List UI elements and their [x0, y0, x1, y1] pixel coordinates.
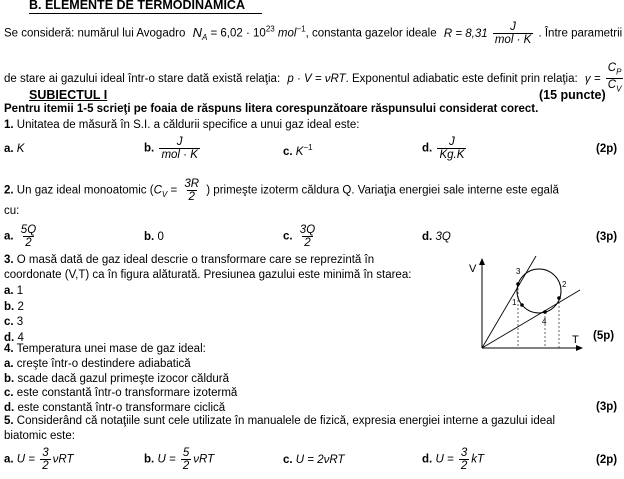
frac-num: 5Q — [20, 224, 37, 236]
point-1-dot — [520, 303, 524, 307]
option-label: d. — [4, 331, 15, 344]
point-3-dot — [516, 282, 520, 286]
option-label: a. — [4, 453, 14, 466]
option-value: 3Q — [435, 231, 451, 243]
q4-question: Temperatura unei mase de gaz ideal: — [16, 343, 206, 355]
option-suffix: νRT — [52, 453, 74, 466]
q2-points — [596, 231, 617, 243]
gas-constant-unit-den: mol · K — [494, 34, 532, 46]
option-suffix: νRT — [193, 453, 215, 466]
option-label: b. — [144, 453, 155, 466]
q3-points — [593, 330, 614, 342]
option-label: b. — [4, 300, 15, 313]
avogadro-unit-exp: −1 — [296, 24, 306, 34]
cv-sub: V — [161, 189, 168, 199]
option-value: este constantă într-o transformare ciclică — [17, 401, 226, 414]
intro-line-1 — [4, 21, 622, 46]
q5-number: 5. — [4, 415, 14, 427]
avogadro-value: = 6,02 · 10 — [210, 27, 266, 40]
q3-option-a — [4, 284, 24, 300]
avogadro-exp: 23 — [265, 24, 275, 34]
option-value: scade dacă gazul primeşte izocor căldură — [17, 372, 230, 385]
q2-number: 2. — [4, 184, 14, 197]
frac-num: 3Q — [299, 224, 316, 236]
q2-option-a — [4, 224, 40, 249]
option-value: 4 — [17, 331, 24, 344]
q2-question-b: ) primeşte izoterm căldura Q. Variaţia energiei sale interne este egală — [206, 184, 559, 197]
frac-den: 2 — [182, 460, 190, 472]
q5-question-1: Considerând că notaţiile sunt cele utilizate în manualele de fizică, expresia energiei interne a gazului ideal — [16, 415, 556, 427]
point-3-label: 3 — [516, 267, 521, 276]
gas-constant-unit-num: J — [510, 21, 516, 33]
q1-option-a — [4, 143, 24, 155]
option-fraction — [19, 224, 38, 249]
option-fraction — [181, 447, 191, 472]
cv-symbol: C — [607, 79, 617, 92]
points-text: (5p) — [593, 330, 615, 342]
q5-points — [596, 454, 617, 466]
intro-text-c: . Între parametrii — [538, 27, 623, 40]
q5-line-2 — [4, 430, 75, 442]
option-label: b. — [144, 142, 155, 155]
option-value: K — [295, 145, 304, 158]
frac-num: 3 — [460, 447, 468, 459]
q2-question-c: cu: — [4, 205, 20, 217]
gamma-fraction — [606, 62, 624, 96]
option-label: c. — [283, 454, 293, 466]
option-value: 3 — [16, 316, 24, 328]
gas-constant: R = 8,31 — [443, 27, 488, 40]
avogadro-unit: mol — [277, 27, 297, 40]
frac-den: Kg.K — [439, 149, 465, 161]
q5-option-b — [144, 447, 214, 472]
q4-options — [4, 357, 237, 415]
frac-den: 2 — [460, 460, 468, 472]
cp-sub: P — [616, 67, 622, 77]
q1-option-c — [283, 143, 313, 158]
intro-text-b: , constanta gazelor ideale — [305, 27, 437, 40]
option-suffix: kT — [471, 453, 485, 466]
q4-points — [596, 401, 617, 413]
option-fraction — [40, 447, 50, 472]
q3-options — [4, 284, 24, 346]
points-text: (2p) — [596, 454, 618, 466]
intro-text-2: de stare ai gazului ideal într-o stare dată există relaţia: — [4, 72, 281, 85]
option-label: c. — [4, 387, 14, 399]
option-prefix: U = — [157, 453, 176, 466]
q4-option-d — [4, 401, 237, 416]
option-value: 1 — [16, 285, 24, 297]
option-fraction — [437, 136, 466, 161]
points-text: (2p) — [596, 143, 618, 155]
q1-question: Unitatea de măsură în S.I. a căldurii specifice a unui gaz ideal este: — [16, 119, 360, 131]
frac-num: J — [449, 136, 455, 148]
avogadro-symbol: N — [192, 24, 202, 40]
frac-num: 3 — [42, 447, 49, 459]
q1-number: 1. — [4, 119, 14, 131]
option-label: a. — [4, 143, 14, 155]
title-underline — [29, 13, 262, 14]
q1-option-b — [144, 136, 202, 161]
q3-number: 3. — [4, 254, 14, 266]
option-label: c. — [4, 316, 14, 328]
option-label: b. — [144, 231, 155, 243]
instructions-text: Pentru itemii 1-5 scrieţi pe foaia de răspuns litera corespunzătoare răspunsului considerat corect. — [4, 103, 539, 115]
option-fraction — [159, 136, 199, 161]
q3-question-2: coordonate (V,T) ca în figura alăturată. Presiunea gazului este minimă în starea: — [4, 269, 412, 281]
option-fraction — [298, 224, 317, 249]
option-value: K — [16, 143, 25, 155]
subject-title-text: SUBIECTUL I — [29, 88, 108, 102]
axis-t-label: T — [572, 334, 579, 346]
option-label: c. — [283, 230, 293, 243]
q3-option-c — [4, 315, 24, 331]
option-prefix: U = — [16, 453, 36, 466]
q4-option-b — [4, 372, 237, 387]
subject-points — [539, 88, 606, 102]
option-label: d. — [422, 231, 433, 243]
q3-question-1: O masă dată de gaz ideal descrie o transformare care se reprezintă în — [16, 254, 375, 266]
point-2-dot — [557, 296, 561, 300]
subject-title — [29, 88, 107, 102]
option-label: d. — [4, 401, 15, 414]
option-label: a. — [4, 358, 14, 370]
q5-option-a — [4, 447, 74, 472]
isobar-line-shallow — [482, 290, 580, 348]
option-prefix: U = — [435, 453, 454, 466]
axis-v-label: V — [469, 263, 477, 275]
q4-option-c — [4, 386, 237, 401]
point-4-label: 4 — [542, 317, 547, 326]
intro-text: Se consideră: numărul lui Avogadro — [4, 27, 186, 40]
option-label: b. — [4, 372, 15, 385]
q5-option-c — [283, 454, 344, 466]
option-exp: −1 — [303, 143, 313, 152]
q3-line-2 — [4, 269, 411, 281]
q1-points — [596, 143, 617, 155]
cv-sub: V — [616, 84, 622, 94]
cv-eq: = — [170, 184, 178, 197]
cv-fraction — [182, 178, 201, 203]
q2-option-c — [283, 224, 319, 249]
frac-den: 2 — [304, 237, 311, 249]
section-title — [29, 0, 245, 12]
frac-den: 2 — [42, 460, 49, 472]
instructions — [4, 103, 538, 115]
option-fraction — [459, 447, 469, 472]
subject-points-text: (15 puncte) — [539, 88, 606, 102]
option-value: 2 — [17, 300, 24, 313]
isobar-line-steep — [482, 256, 536, 348]
q4-number: 4. — [4, 343, 14, 355]
gas-constant-unit — [493, 21, 533, 46]
q3-line-1 — [4, 254, 374, 266]
frac-den: 2 — [188, 191, 195, 203]
q5-line-1 — [4, 415, 555, 427]
q3-option-b — [4, 300, 24, 316]
q2-question-a: Un gaz ideal monoatomic ( — [16, 184, 154, 197]
option-label: d. — [422, 142, 433, 155]
q1-text — [4, 119, 359, 131]
points-text: (3p) — [596, 401, 618, 413]
avogadro-sub: A — [201, 32, 208, 42]
points-text: (3p) — [596, 231, 618, 243]
intro-text-2b: . Exponentul adiabatic este definit prin relaţia: — [345, 72, 578, 85]
point-4-dot — [543, 310, 547, 314]
option-value: U = 2νRT — [295, 454, 345, 466]
cp-symbol: C — [607, 62, 617, 74]
gamma-symbol: γ = — [584, 72, 601, 85]
q2-text — [4, 178, 559, 203]
ideal-gas-law: p · V = νRT — [287, 72, 346, 85]
q5-question-2: biatomic este: — [4, 430, 75, 442]
q5-option-d — [422, 447, 484, 472]
frac-den: mol · K — [161, 149, 198, 161]
section-title-text: B. ELEMENTE DE TERMODINAMICA — [29, 0, 245, 12]
option-label: c. — [283, 145, 293, 158]
option-value: este constantă într-o transformare izotermă — [16, 387, 238, 399]
q4-option-a — [4, 357, 237, 372]
vt-diagram — [466, 256, 586, 356]
frac-den: 2 — [25, 237, 32, 249]
frac-num: 3R — [184, 178, 200, 190]
frac-num: 5 — [182, 447, 190, 459]
q2-option-d — [422, 231, 451, 243]
option-value: 0 — [157, 231, 164, 243]
v-axis-arrow — [479, 258, 485, 265]
q4-text — [4, 343, 206, 355]
q1-option-d — [422, 136, 468, 161]
option-label: a. — [4, 230, 14, 243]
option-value: creşte într-o destindere adiabatică — [16, 358, 191, 370]
point-2-label: 2 — [562, 280, 567, 289]
cv-symbol: C — [153, 184, 162, 197]
option-label: d. — [422, 453, 433, 466]
cycle-circle — [517, 269, 561, 313]
frac-num: J — [176, 136, 183, 148]
q2-text-c — [4, 205, 19, 217]
option-label: a. — [4, 285, 14, 297]
q2-option-b — [144, 231, 164, 243]
point-1-label: 1 — [512, 298, 517, 307]
